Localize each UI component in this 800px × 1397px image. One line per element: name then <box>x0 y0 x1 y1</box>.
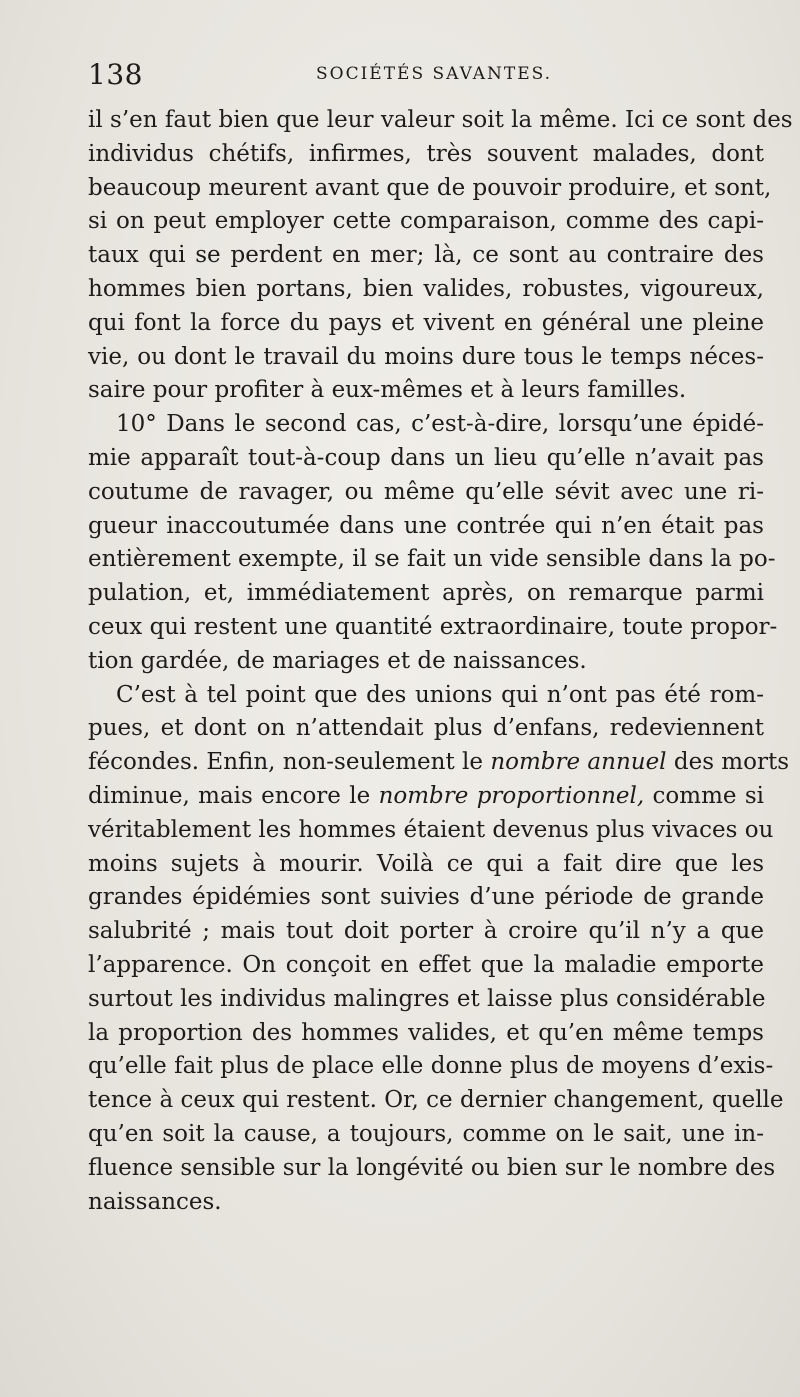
text-line: la proportion des hommes valides, et qu’en même temps <box>88 1019 764 1046</box>
text-line: saire pour profiter à eux-mêmes et à leurs familles. <box>88 377 687 404</box>
text-line: qu’elle fait plus de place elle donne plus de moyens d’exis- <box>88 1053 774 1080</box>
text-line: qui font la force du pays et vivent en général une pleine <box>88 309 764 336</box>
page-header <box>88 58 768 94</box>
text-line: pulation, et, immédiatement après, on remarque parmi <box>88 580 764 607</box>
text-line: ceux qui restent une quantité extraordinaire, toute propor- <box>88 613 778 640</box>
text-line: taux qui se perdent en mer; là, ce sont au contraire des <box>88 242 764 269</box>
text-line: fluence sensible sur la longévité ou bien sur le nombre des <box>88 1154 776 1181</box>
text-line: naissances. <box>88 1188 222 1215</box>
line-text: des morts <box>666 749 790 776</box>
text-line: véritablement les hommes étaient devenus plus vivaces ou <box>88 816 774 843</box>
text-line: coutume de ravager, ou même qu’elle sévit avec une ri- <box>88 478 764 505</box>
text-line: salubrité ; mais tout doit porter à croire qu’il n’y a que <box>88 918 764 945</box>
text-line <box>88 746 790 780</box>
text-line: hommes bien portans, bien valides, robustes, vigoureux, <box>88 275 764 302</box>
text-line: 10° Dans le second cas, c’est-à-dire, lorsqu’une épidé- <box>116 411 764 438</box>
text-line: si on peut employer cette comparaison, comme des capi- <box>88 208 764 235</box>
text-line: beaucoup meurent avant que de pouvoir produire, et sont, <box>88 174 772 201</box>
text-line: mie apparaît tout-à-coup dans un lieu qu’elle n’avait pas <box>88 444 764 471</box>
running-head: SOCIÉTÉS SAVANTES. <box>316 64 553 84</box>
text-line: il s’en faut bien que leur valeur soit la même. Ici ce sont des <box>88 107 793 133</box>
text-line: C’est à tel point que des unions qui n’ont pas été rom- <box>116 681 764 708</box>
italic-phrase: nombre proportionnel, <box>378 782 645 809</box>
body-text <box>88 104 793 1219</box>
text-line: gueur inaccoutumée dans une contrée qui n’en était pas <box>88 512 764 539</box>
text-line: individus chétifs, infirmes, très souvent malades, dont <box>88 140 764 167</box>
italic-phrase: nombre annuel <box>490 749 667 776</box>
text-line: vie, ou dont le travail du moins dure tous le temps néces- <box>88 343 764 370</box>
text-line: l’apparence. On conçoit en effet que la maladie emporte <box>88 951 764 978</box>
line-text: comme si <box>644 782 764 809</box>
line-text: diminue, mais encore le <box>88 782 379 809</box>
text-line: pues, et dont on n’attendait plus d’enfans, redeviennent <box>88 715 764 742</box>
text-line: tion gardée, de mariages et de naissances. <box>88 647 587 674</box>
text-line: moins sujets à mourir. Voilà ce qui a fait dire que les <box>88 850 764 877</box>
text-line: tence à ceux qui restent. Or, ce dernier changement, quelle <box>88 1087 784 1114</box>
text-line: entièrement exempte, il se fait un vide sensible dans la po- <box>88 546 776 573</box>
line-text: fécondes. Enfin, non-seulement le <box>88 749 491 776</box>
text-line: grandes épidémies sont suivies d’une période de grande <box>88 884 764 911</box>
text-line: qu’en soit la cause, a toujours, comme on le sait, une in- <box>88 1120 764 1147</box>
page-number: 138 <box>88 58 143 91</box>
text-line: surtout les individus malingres et laisse plus considérable <box>88 985 766 1012</box>
text-line <box>88 780 764 814</box>
